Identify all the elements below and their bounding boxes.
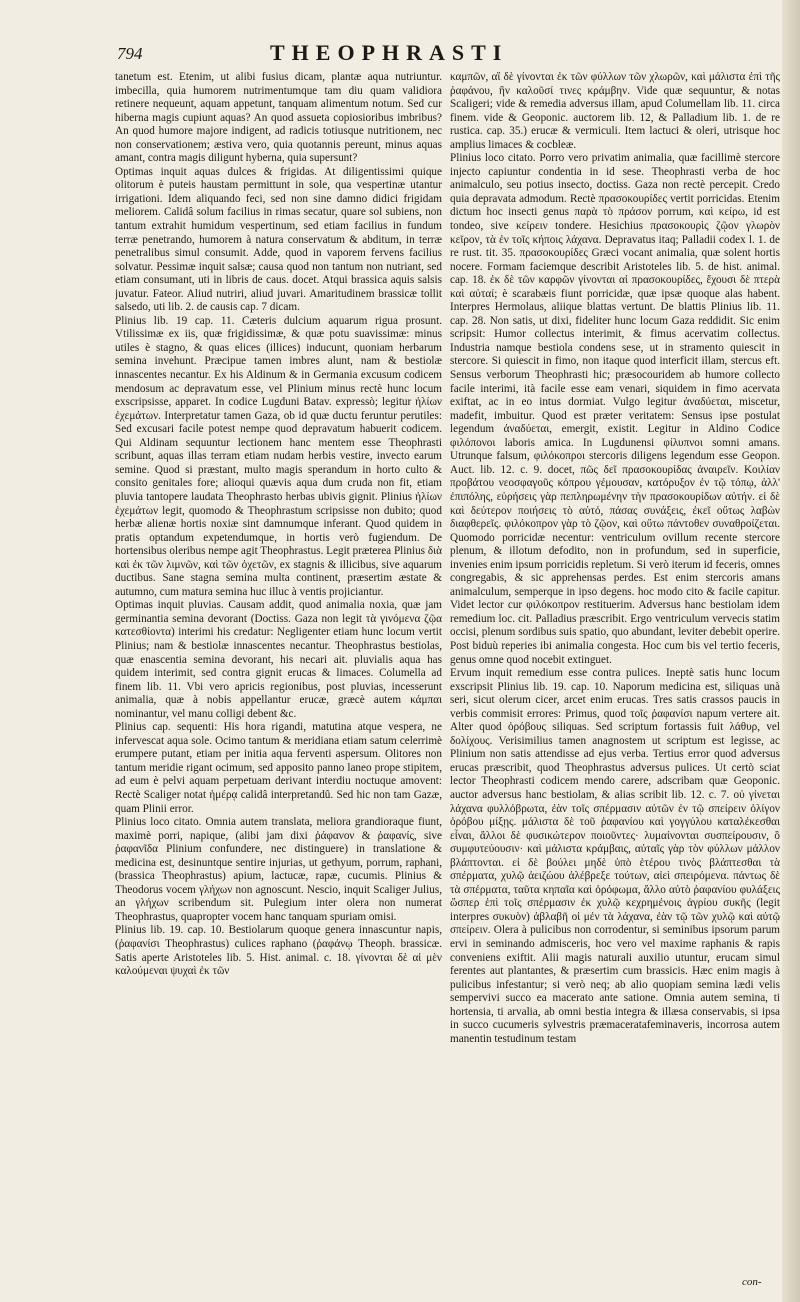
page-header bbox=[0, 40, 782, 74]
right-text-column bbox=[450, 71, 780, 1291]
paragraph: Plinius cap. sequenti: His hora rigandi, matutina atque vespera, ne infervescat aqua sole. Ocimo tantum & meridiana etiam satum celerrimè erumpere putant, etiam per initia aqua ferventi aspersum. Olitores non tantum meridie rigant ocimum, sed apposito panno laneo prope stipitem, ad eum è pelvi aquam perpetuam derivant interdiu noctuque amovent: Rectè Scaliger notat ἡμέρᾳ calidâ interpretandû. Sed hic non tam Gazæ, quam Plinii error. bbox=[115, 721, 442, 815]
paragraph: Optimas inquit pluvias. Causam addit, quod animalia noxia, quæ jam germinantia semina devorant (Doctiss. Gaza non legit τὰ γινόμενα ζῷα κατεσθίοντα) interimi his credatur: Negligenter etiam hunc locum vertit Plinius; nam & bestiolæ innascentes necantur. Theophrastus bestiolas, quæ enascentia semina devorant, his necari ait. pluvialis aqua has quidem interimit, sed contra gignit erucas & limaces. Columella ad finem lib. 11. Vbi vero apricis regionibus, post pluvias, incesserunt animalia, quæ à nobis appellantur erucæ, græcè autem κάμπαι nominantur, vel manu colligi debent &c. bbox=[115, 599, 442, 720]
paragraph: tanetum est. Etenim, ut alibi fusius dicam, plantæ aqua nutriuntur. imbecilla, quia humorem nutrimentumque tam diu quam validiora retinere nequeunt, aquam appetunt, tanquam alimentum notum. Sed cur hiberna magis cupiunt aquas? An quod assueta copiosioribus imbribus? An quod humore majore indigent, ad radicis totiusque nutritionem, nec non conservationem; æstiva vero, quia quotannis pereunt, minus aquas amant, contra magis diligunt hyberna, quia supersunt? bbox=[115, 71, 442, 165]
paragraph: Plinius lib. 19. cap. 10. Bestiolarum quoque genera innascuntur napis, (ῥαφανίσι Theophrastus) culices raphano (ῥαφάνῳ Theoph. brassicæ. Satis aperte Aristoteles lib. 5. Hist. animal. c. 18. γίνονται δὲ αἱ μὲν καλούμεναι ψυχαὶ ἐκ τῶν bbox=[115, 924, 442, 978]
paragraph: Ervum inquit remedium esse contra pulices. Ineptè satis hunc locum exscripsit Plinius lib. 19. cap. 10. Naporum medicina est, siliquas unà seri, sicut olerum cicer, arcet enim erucas. Tres satis crassos paucis in verbis commisit errores: Primus, quod τοῖς ῥαφανίσι napum vertere ait. Alter quod ὀρόβους siliquas. Sed scriptum fortassis fuit λάθυρ, vel δολίχους. Verisimilius tamen anagnostem ut scriptum est legisse, ac Plinium non satis attendisse ad ejus verba. Tertius error quod adversus erucas præscribit, quod Theophrastus adversus pulices. Ut certò sciat lector Theophrasti codicem mendo carere, adscribam quæ Geoponic. auctor adversus hanc bestiolam, & alias scribit lib. 12. c. 7. οὐ γίνεται λάχανα φυλλόβρωτα, ἐὰν τοῖς σπέρμασιν αὐτῶν ἐν τῷ σπείρειν ὀλίγον ὀρόβου μίξῃς. μάλιστα δὲ τοῦ ῥαφανίου καὶ γογγύλου καταλέκεσθαι εἶναι, ἄλλοι δὲ φυσικώτερον ποιοῦντες· λυμαίνονται συσπείρουσιν, ὃ συμφυτεύουσιν· καὶ μάλιστα κράμβαις, αὐταῖς γὰρ τὸν φύλλων μάλλον βλάπτονται. εἰ δὲ βούλει μηδὲ ὑπὸ ἑτέρου τινὸς βλάπτεσθαι τὰ σπέρματα, χυλῷ ἀειζώου ἀλέβρεξε τούτων, αἰεὶ σπειρόμενα. πάντως δὲ τὰ σπέρματα, ταῦτα κηπαῖα καὶ ὀρόφωμα, ἄλλο αὐτὸ ῥαφανίου φυλάξεις ὥσπερ ἑπὶ τοῖς σπέρμασιν ἐκ χυλῷ κεχρημένοις ἀγρίου συκῆς (legit interpres συκυὸν) ἀβλαβῆ οἱ μέν τὰ λάχανα, ἐὰν τῷ τῶν χυλῷ καὶ αὐτῷ σπείρειν. Olera à pulicibus non corrodentur, si seminibus ipsorum parum ervi in seminando admisceris, hoc vero vel maxime raphanis & rapis conveniens exiftit. Alii magis naturali auxilio utuntur, erucam simul ferentes aut plantantes, & præsertim cum brassicis. Hæc enim magis à pulicibus infestantur; si verò neq; ab alio quopiam semina lædi velis sempervivi succo ea macerato ante satione. Omnia autem semina, ti hortensia, ti arvalia, ab omni bestia integra & illæsa conservabis, si ipsa in succo cucumeris sylvestris præmaceratafeminaveris, incorrosa autem manentin testudinum testam bbox=[450, 667, 780, 1045]
page-gutter-shadow bbox=[782, 0, 800, 1302]
paragraph: Plinius loco citato. Porro vero privatim animalia, quæ facillimè stercore injecto capiuntur condentia in id sese. Theophrasti verba de hoc animalculo, seu potius insecto, doctiss. Gaza non rectè percepit. Credo quia depravata admodum. Rectè πρασοκουρίδες vertit porricidas. Etenim dictum hoc insecti genus παρὰ τὸ πράσον porrum, καὶ κείρω, id est tondeo, sive κείρειν tondere. Hesichius πρασοκουρὶς ζῷον γλωρὸν κεῖρον, τὰ ἐν τοῖς κήποις λάχανα. Depravatus itaq; Palladii codex l. 1. de re rust. tit. 35. πρασοκουρίδες Græci vocant animalia, quæ solent hortis nocere. Formam faciemque describit Aristoteles lib. 5. de hist. animal. cap. 18. ἐκ δὲ τῶν καρφῶν γίνονται αἱ πρασοκουρίδες, ἔχουσι δὲ πτερὰ καὶ αὐταί; è scarabæis fiunt porricidæ, quæ ipsæ quoque alas habent. Interpres Hermolaus, aliique blattas vertunt. De blattis Plinius lib. 11. cap. 28. Non satis, ut dixi, fideliter hunc locum Gaza reddidit. Sic enim scripsit: Humor collectus interimit, & fimus acervatim collectus. Industria namque bestiola condens sese, ut in stramento quiescit in stercore. Si quiescit in fimo, non itaque quod interficit illam, stercus eft. Sensus verborum Theophrasti hic; præsocouridem ab humore collecto facile interimi, ità facile esse eam venari, siquidem in fimo acervata exiftat, ac in eo intus dormiat. Vulgo legitur ἀναδύεται, miscetur, madefit, imbuitur. Quod est præter veritatem: Sensus ipse postulat legendum ἀναδύεται, emergit, existit. Legitur in Aldino Codice φιλόπονοι laboris amica. In Lugdunensi φίλυπνοι somni amans. Utrunque falsum, φιλόκοπροι stercoris diligens legendum esse Geopon. Auct. lib. 12. c. 9. docet, πῶς δεῖ πρασοκουρίδας ἀναιρεῖν. Κοιλίαν προβάτου νεοσφαγοῦς κόπρου γέμουσαν, κατόρυξον ἐν τῷ τόπῳ, ἀλλ' ἐπιπόλης, εὑρήσεις γὰρ πεπληρωμένην τὴν πρασοκουρίδων αὐτήν. εἰ δὲ καὶ δεύτερον ποιήσεις τὸ αὐτό, πάσας συνάξεις, ἐκεῖ οὔτως λαβὼν διαφθερεῖς. φιλόκοπρον γὰρ τὸ ζῷον, καὶ οὔτω πάντοθεν συναθροίζεται. Quomodo porricidæ necentur: ventriculum ovillum recente stercore plenum, & illotum defodito, non in profundum, sed in superficie, invenies enim ipsum porricidis repletum. Si verò iterum id feceris, omnes congregabis, & sic apprehensas perdes. Est enim stercoris amans animalculum, semperque in ipso degens. hoc modo cito & facile capitur. Videt lector cur φιλόκοπρον restituerim. Adversus hanc bestiolam idem remedium loc. cit. Palladius præscribit. Ergo ventriculum vervecis statim occisi, plenum sordibus suis spatio, quo abundant, leviter debebit operire. Post biduù reperies ibi animalia congesta. Hoc cum bis vel tertio feceris, genus omne quod nocebit extinguet. bbox=[450, 152, 780, 666]
paragraph: Optimas inquit aquas dulces & frigidas. At diligentissimi quique olitorum è puteis haustam permittunt in sole, qua vespertinæ utantur irrigationi. Idem aliquando feci, sed non sine damno didici frigidam meliorem. Calidâ solum facilius in rimas secatur, quare sol subiens, non tantum extrahit humidum vespertinum, sed etiam facilius in fundum terræ penetrando, humorem à natura conservatum & abditum, in terræ penetralibus simul consumit. Adde, quod in vaporem fervens facilius solvatur. Pessimæ inquit salsæ; causa quod non tantum non nutriant, sed etiam consumant, uti in libris de caus. docet. Atqui brassica aquis salsis juvatur. Fateor. Aliud nutriri, aliud juvari. Amaritudinem brassicæ tollit salsedo, uti lib. 2. de causis cap. 7 dicam. bbox=[115, 165, 442, 314]
left-text-column bbox=[115, 71, 442, 1291]
catchword: con- bbox=[742, 1276, 762, 1288]
paragraph: Plinius lib. 19 cap. 11. Cæteris dulcium aquarum rigua prosunt. Vtilissimæ ex iis, quæ frigidissimæ, & quæ potu suavissimæ: minus utiles è stagno, & quas elices (illices) inducunt, quoniam herbarum semina invehunt. Præcipue tamen imbres alunt, nam & bestiolæ innascentes necantur. Ex his Aldinum & in Germania excusum codicem mendosum ac depravatum esse, vel Plinium minus rectè hunc locum exscripsisse, apparet. In codice Lugduni Batav. expressò; legitur ἠλίων ἐχεμάτων. Interpretatur tamen Gaza, ob id quæ ductu feruntur perutiles: Sed excusari facile potest nempe quod depravatum habuerit codicem. Qui Aldinam sequuntur lectionem hanc mentem esse Theophrasti scribunt, aquas illas terram etiam nudam herbis vestire, invecto earum semine. Quod si præstant, multo magis sperandum in horto culto & consito genitales fore; alioqui quævis aqua dum cruda non fit, etiam pluvia tantopere laudata Theophrasto herbas ubivis gignit. Plinius ἠλίων ἐχεμάτων legit, quomodo & Theophrastum scripsisse non dubito; quod herbæ alienæ hortis noxiæ sint damnumque inferant. Quod quidem in pratis optandum expetendumque, in hortis verò fugiendum. De hortensibus oleribus nempe agit Theophrastus. Legit præterea Plinius διὰ καὶ ἐκ τῶν λιμνῶν, καὶ τῶν ὀχετῶν, ex stagnis & illicibus, sive aquarum ductibus. Sane stagna semina multa continent, præsertim æstate & autumno, cum matura semina huc illuc à ventis projiciantur. bbox=[115, 314, 442, 598]
paragraph: καμπῶν, αἳ δὲ γίνονται ἐκ τῶν φύλλων τῶν χλωρῶν, καὶ μάλιστα ἐπὶ τῆς ῥαφάνου, ἣν καλοῦσί τινες κράμβην. Vide quæ sequuntur, & notas Scaligeri; vide & remedia adversus illam, apud Columellam lib. 11. circa finem. vide & Geoponic. auctorem lib. 12, & Palladium lib. 1. de re rustica. cap. 35.) erucæ & vermiculi. Item lactuci & oleri, utrisque hoc amplius limaces & cocbleæ. bbox=[450, 71, 780, 151]
paragraph: Plinius loco citato. Omnia autem translata, meliora grandioraque fiunt, maximè porri, napique, (alibi jam dixi ῥάφανον & ῥαφανίς, sive ῥαφανῖδα Plinium confundere, nec distinguere) in translatione & medicina est, desinuntque sentire injurias, ut gethyum, porrum, raphani, (brassica Theophrastus) apium, lactucæ, rapæ, cucumis. Plinius & Theodorus vocem γλήχων non agnoscunt. Nescio, inquit Scaliger Julius, an γλήχων scribendum sit. Pulegium inter olera non numerat Theophrastus, quapropter vocem hanc tanquam spuriam omisi. bbox=[115, 816, 442, 923]
page-number: 794 bbox=[117, 44, 143, 63]
running-title: THEOPHRASTI bbox=[270, 40, 509, 65]
